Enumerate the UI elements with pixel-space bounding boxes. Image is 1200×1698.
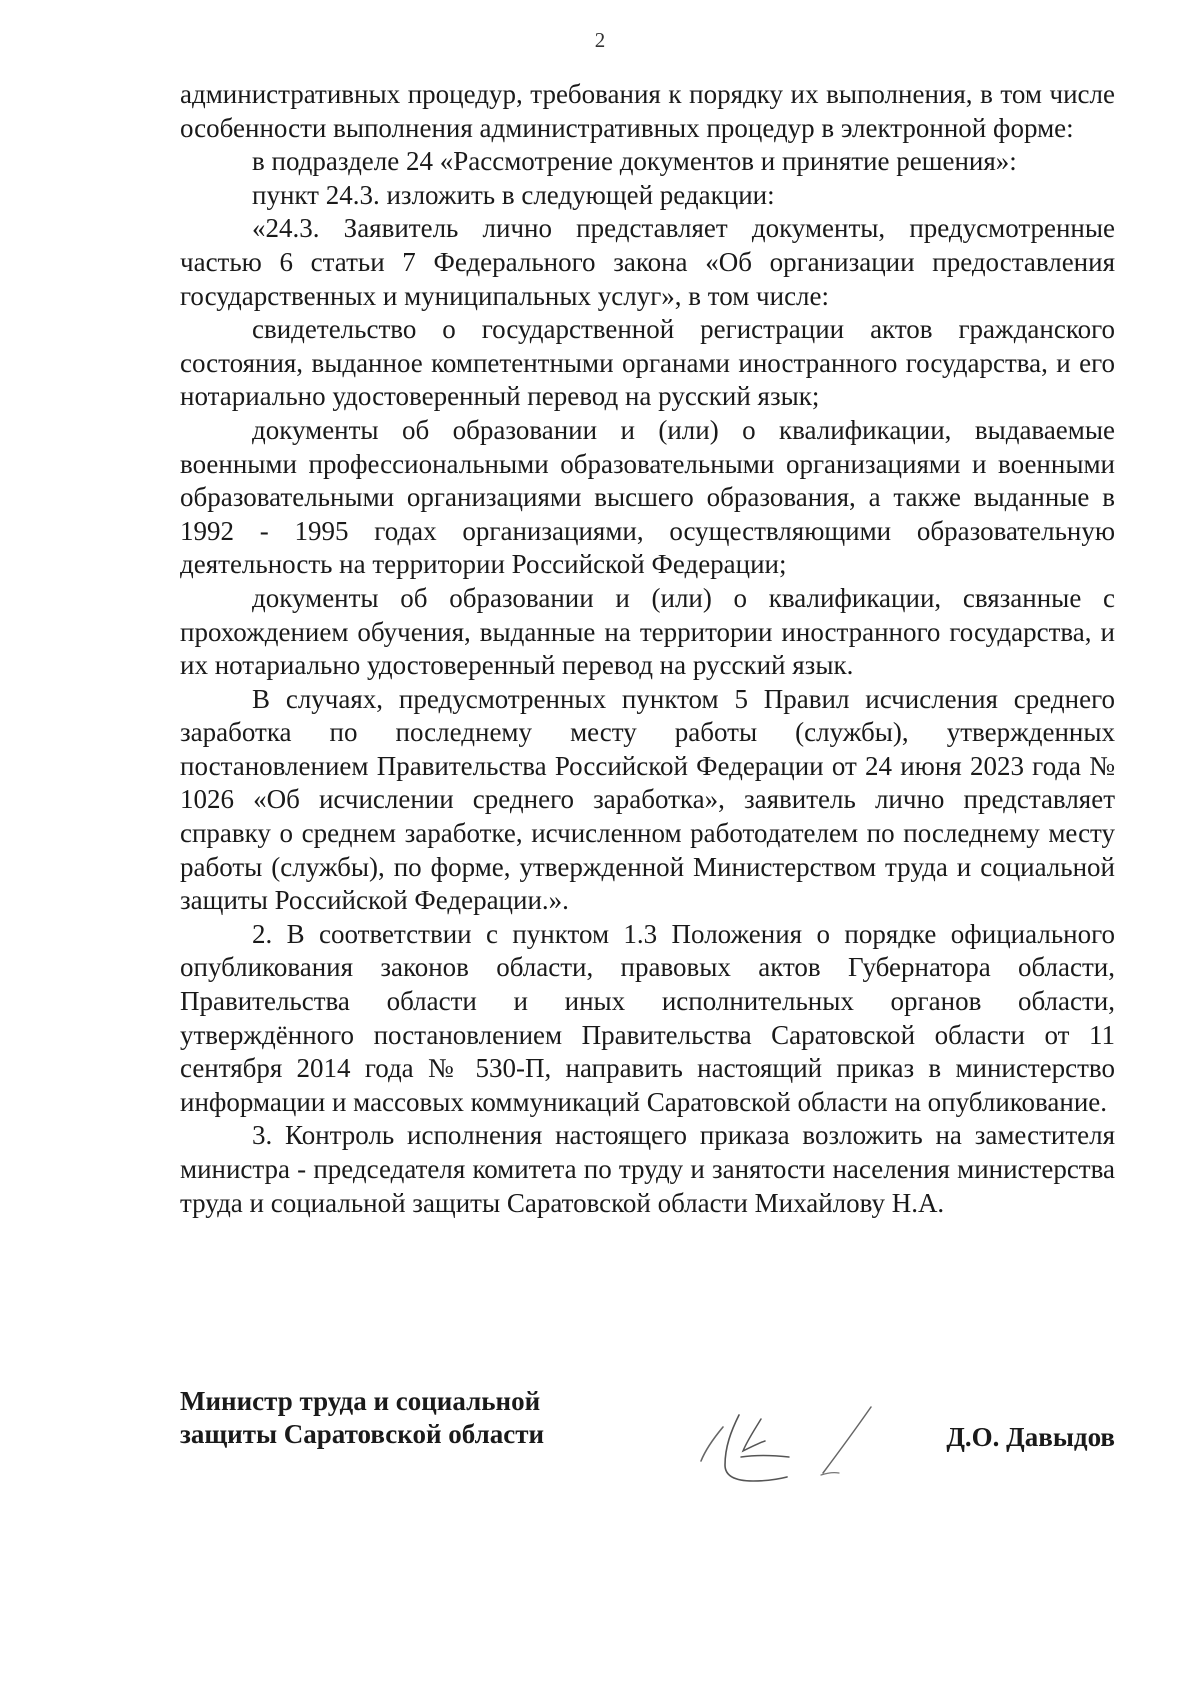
- handwritten-signature: [695, 1385, 895, 1495]
- document-body: [180, 78, 1115, 1220]
- paragraph-item-24-3-intro: пункт 24.3. изложить в следующей редакции:: [252, 179, 775, 210]
- paragraph-civil-registration: свидетельство о государственной регистрации актов гражданского состояния, выданное компетентными органами иностранного государства, и его нотариально удостоверенный перевод на русский язык;: [180, 314, 1115, 412]
- paragraph-item-24-3: «24.3. Заявитель лично представляет документы, предусмотренные частью 6 статьи 7 Федерального закона «Об организации предоставления государственных и муниципальных услуг», в том числе:: [180, 213, 1115, 311]
- page-number: 2: [594, 28, 606, 52]
- paragraph-average-earnings: В случаях, предусмотренных пунктом 5 Правил исчисления среднего заработка по последнему месту работы (службы), утвержденных постановлением Правительства Российской Федерации от 24 июня 2023 года № 1026 «Об исчислении среднего заработка», заявитель лично представляет справку о среднем заработке, исчисленном работодателем по последнему месту работы (службы), по форме, утвержденной Министерством труда и социальной защиты Российской Федерации.».: [180, 683, 1115, 916]
- signer-name: Д.О. Давыдов: [946, 1422, 1115, 1452]
- paragraph-control: 3. Контроль исполнения настоящего приказа возложить на заместителя министра - председателя комитета по труду и занятости населения министерства труда и социальной защиты Саратовской области Михайлову Н.А.: [180, 1120, 1115, 1218]
- paragraph-publication: 2. В соответствии с пунктом 1.3 Положения о порядке официального опубликования законов области, правовых актов Губернатора области, Правительства области и иных исполнительных органов области, утверждённого постановлением Правительства Саратовской области от 11 сентября 2014 года № 530-П, направить настоящий приказ в министерство информации и массовых коммуникаций Саратовской области на опубликование.: [180, 918, 1115, 1117]
- paragraph-subsection-24: в подразделе 24 «Рассмотрение документов и принятие решения»:: [252, 146, 1017, 177]
- paragraph-military-education: документы об образовании и (или) о квалификации, выдаваемые военными профессиональными образовательными организациями и военными образовательными организациями высшего образования, а также выданные в 1992 - 1995 годах организациями, осуществляющими образовательную деятельность на территории Российской Федерации;: [180, 414, 1115, 580]
- signature-block: [180, 1385, 1115, 1495]
- signer-title: [180, 1385, 544, 1451]
- paragraph-foreign-education: документы об образовании и (или) о квалификации, связанные с прохождением обучения, выданные на территории иностранного государства, и их нотариально удостоверенный перевод на русский язык.: [180, 582, 1115, 681]
- paragraph-continuation: административных процедур, требования к порядку их выполнения, в том числе особенности выполнения административных процедур в электронной форме:: [180, 79, 1115, 143]
- signer-title-line1: Министр труда и социальной: [180, 1386, 541, 1416]
- signer-title-line2: защиты Саратовской области: [180, 1419, 545, 1449]
